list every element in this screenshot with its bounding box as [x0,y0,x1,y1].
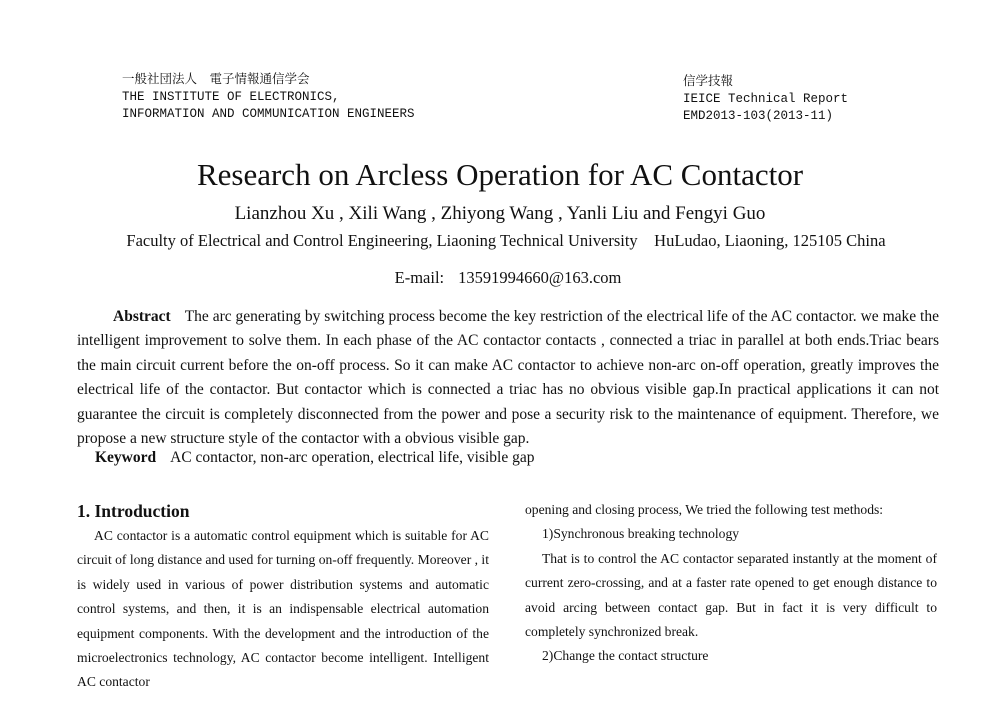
keyword-label: Keyword [95,449,157,466]
abstract-label: Abstract [113,308,171,325]
email-label: E-mail: [394,268,445,287]
email-address: 13591994660@163.com [458,268,622,287]
introduction-paragraph: AC contactor is a automatic control equipment which is suitable for AC circuit of long distance and used for turning on-off frequently. Moreover , it is widely used in various of power distribution systems and automatic control systems, and then, it is an indispensable electrical automation equipment components. With the development and the introduction of the microelectronics technology, AC contactor become intelligent. Intelligent AC contactor [77,528,489,690]
report-name-jp: 信学技報 [683,75,734,89]
abstract-text: The arc generating by switching process become the key restriction of the electrical life of the AC contactor. we make the intelligent improvement to solve them. In each phase of the AC contactor contacts , connected a triac in parallel at both ends.Triac bears the main circuit current before the on-off process. So it can make AC contactor to achieve non-arc on-off operation, greatly improves the electrical life of the contactor. But contactor which is connected a triac has no obvious visible gap.In practical applications it can not guarantee the circuit is completely disconnected from the power and pose a security risk to the maintenance of equipment. Therefore, we propose a new structure style of the contactor with a obvious visible gap. [77,308,939,448]
abstract [77,305,939,451]
paper-affiliation: Faculty of Electrical and Control Engineering, Liaoning Technical University HuLudao, Liaoning, 125105 China [126,231,886,250]
method-1-title: 1)Synchronous breaking technology [542,526,740,542]
paper-title: Research on Arcless Operation for AC Contactor [196,157,804,192]
right-column [525,498,937,669]
section-heading-introduction: 1. Introduction [77,501,190,521]
society-name-en-line2: INFORMATION AND COMMUNICATION ENGINEERS [122,107,415,121]
left-column [77,498,489,695]
society-header [122,72,415,123]
test-methods-intro: opening and closing process, We tried the following test methods: [525,502,884,517]
keyword-list: AC contactor, non-arc operation, electrical life, visible gap [170,449,535,466]
method-2-title: 2)Change the contact structure [542,648,709,664]
paper-authors: Lianzhou Xu , Xili Wang , Zhiyong Wang , Yanli Liu and Fengyi Guo [234,203,766,224]
report-name-en: IEICE Technical Report [683,92,849,106]
report-header [683,74,848,125]
society-name-jp: 一般社団法人 電子情報通信学会 [122,73,310,87]
keywords [95,449,534,467]
society-name-en-line1: THE INSTITUTE OF ELECTRONICS, [122,90,340,104]
method-1-text: That is to control the AC contactor separated instantly at the moment of current zero-crossing, and at a faster rate opened to get enough distance to avoid arcing between contact gap. But in fact it is very difficult to completely synchronized break. [525,550,937,640]
email-line [0,268,1000,288]
report-id: EMD2013-103(2013-11) [683,109,834,123]
